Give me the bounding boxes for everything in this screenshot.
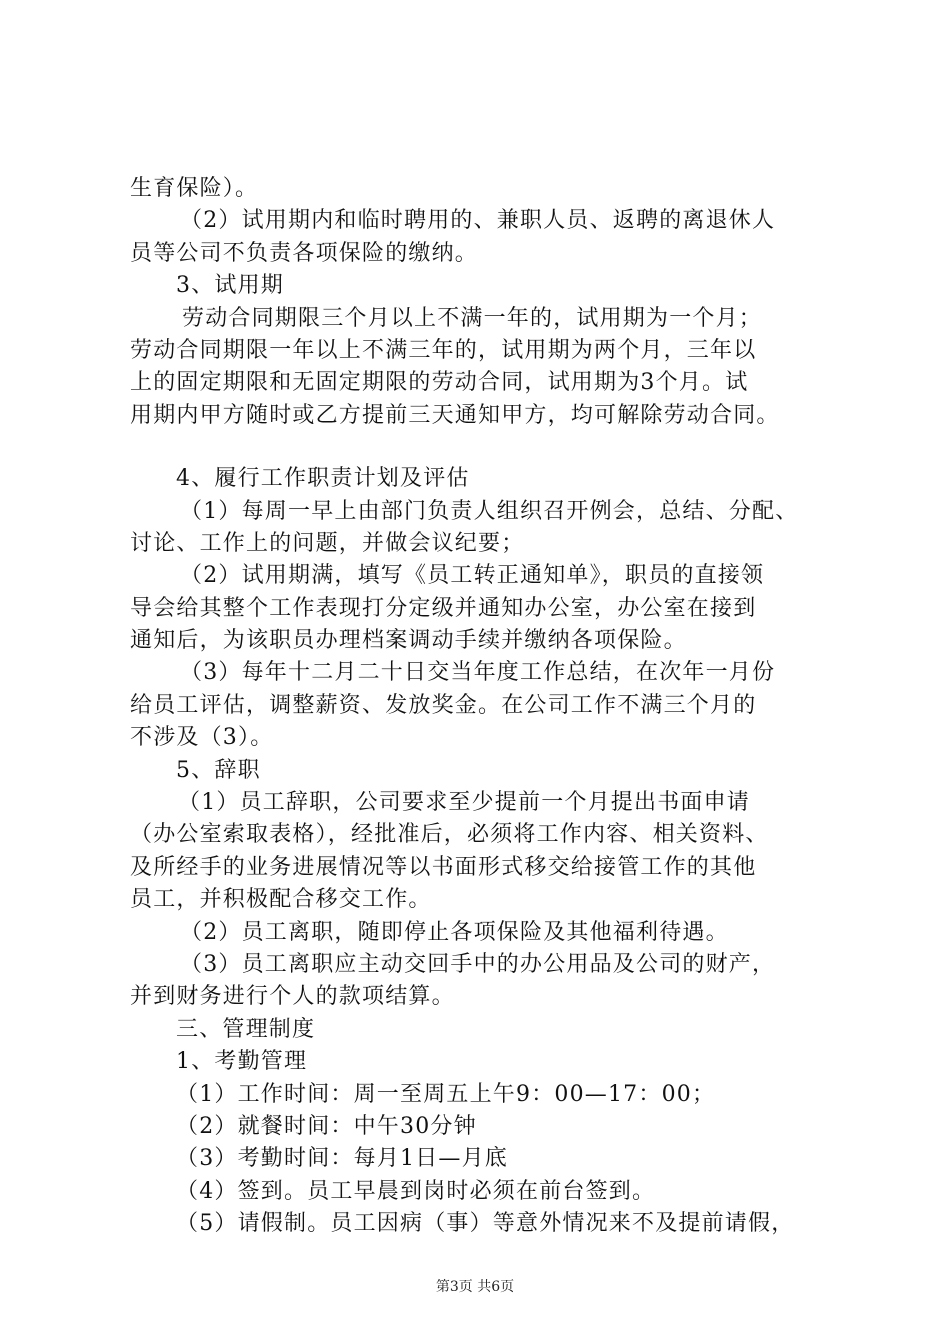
text-line: （3）每年十二月二十日交当年度工作总结，在次年一月份	[180, 660, 776, 686]
text-line: 不涉及（3）。	[130, 725, 274, 751]
text-line: 劳动合同期限三个月以上不满一年的，试用期为一个月；	[182, 305, 763, 331]
text-line: （3）员工离职应主动交回手中的办公用品及公司的财产，	[180, 951, 776, 977]
text-line: 用期内甲方随时或乙方提前三天通知甲方，均可解除劳动合同。	[130, 402, 780, 428]
text-line: 上的固定期限和无固定期限的劳动合同，试用期为3个月。试	[130, 370, 749, 396]
paragraph-gap	[130, 432, 840, 463]
text-line: （4）签到。员工早晨到岗时必须在前台签到。	[176, 1178, 656, 1204]
text-line: （2）就餐时间：中午30分钟	[176, 1113, 477, 1139]
text-line: 通知后，为该职员办理档案调动手续并缴纳各项保险。	[130, 628, 687, 654]
text-line: 1、考勤管理	[176, 1049, 308, 1075]
text-line: 劳动合同期限一年以上不满三年的，试用期为两个月，三年以	[130, 337, 757, 363]
text-line: （2）员工离职，随即停止各项保险及其他福利待遇。	[180, 919, 729, 945]
text-line: 导会给其整个工作表现打分定级并通知办公室，办公室在接到	[130, 595, 757, 621]
text-line: （1）员工辞职，公司要求至少提前一个月提出书面申请	[178, 790, 750, 816]
text-line: 生育保险）。	[130, 176, 259, 201]
text-line: （5）请假制。员工因病（事）等意外情况来不及提前请假，	[176, 1211, 795, 1237]
text-line: 给员工评估，调整薪资、发放奖金。在公司工作不满三个月的	[130, 692, 757, 718]
text-line: 4、履行工作职责计划及评估	[176, 466, 470, 492]
text-line: （1）工作时间：周一至周五上午9：00—17：00；	[176, 1081, 716, 1107]
text-line: （3）考勤时间：每月1日—月底	[176, 1146, 508, 1172]
text-line: （办公室索取表格），经批准后，必须将工作内容、相关资料、	[130, 822, 769, 848]
text-line: 5、辞职	[176, 757, 261, 783]
page-footer: 第3页 共6页	[435, 1279, 515, 1295]
text-line: （2）试用期内和临时聘用的、兼职人员、返聘的离退休人	[180, 208, 776, 234]
text-line: （1）每周一早上由部门负责人组织召开例会，总结、分配、	[180, 498, 799, 524]
text-line: 讨论、工作上的问题，并做会议纪要；	[130, 530, 525, 556]
text-line: 员工，并积极配合移交工作。	[130, 887, 432, 913]
text-line: 员等公司不负责各项保险的缴纳。	[130, 240, 479, 266]
text-line: 并到财务进行个人的款项结算。	[130, 984, 455, 1010]
text-line: 3、试用期	[176, 273, 284, 299]
text-line: 三、管理制度	[176, 1016, 316, 1042]
text-line: 及所经手的业务进展情况等以书面形式移交给接管工作的其他	[130, 854, 757, 880]
text-line: （2）试用期满，填写《员工转正通知单》，职员的直接领	[180, 563, 765, 589]
document-body	[130, 173, 840, 1241]
